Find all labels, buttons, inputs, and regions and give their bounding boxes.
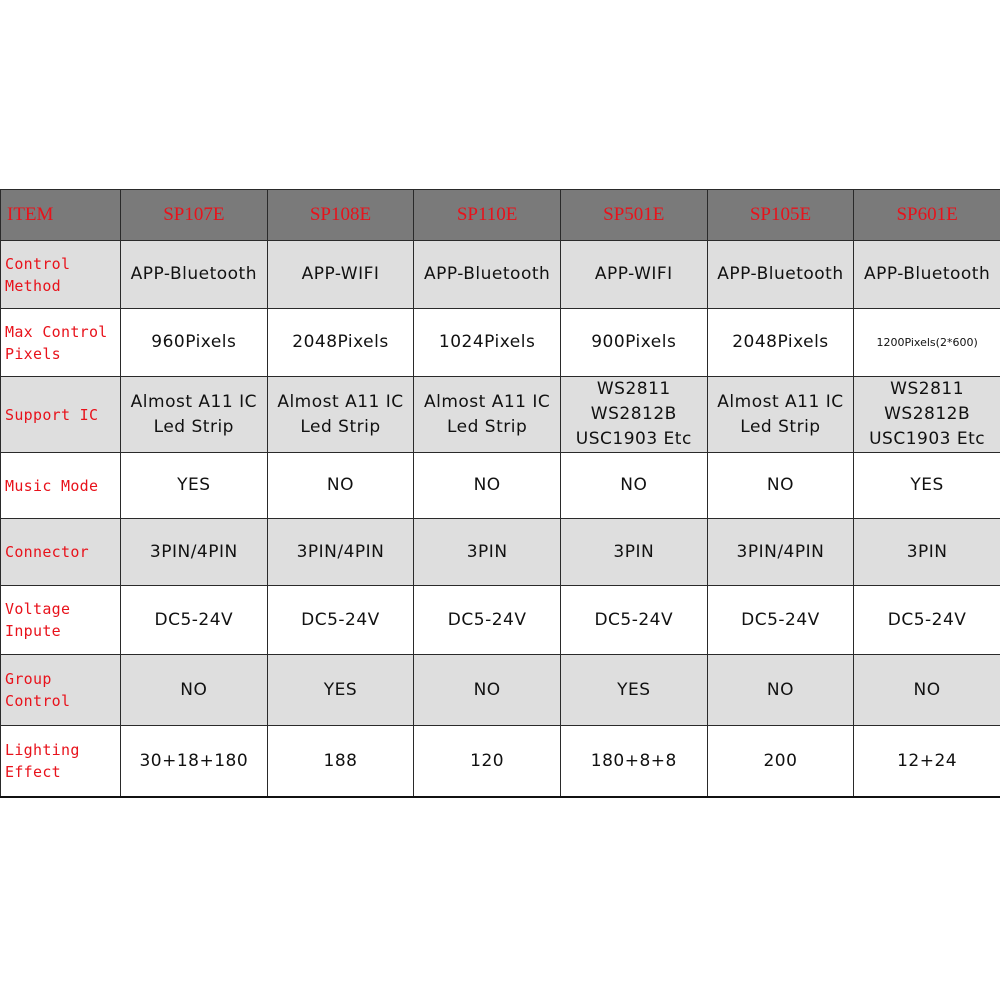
- table-cell: DC5-24V: [854, 586, 1000, 655]
- table-cell: Almost A11 IC Led Strip: [267, 377, 414, 453]
- table-cell: 120: [414, 726, 561, 798]
- table-cell: 960Pixels: [121, 309, 268, 377]
- table-cell: APP-Bluetooth: [121, 241, 268, 309]
- table-cell: 12+24: [854, 726, 1000, 798]
- row-label: Connector: [1, 519, 121, 586]
- row-control-method: [1, 241, 1000, 309]
- table-cell: 3PIN/4PIN: [121, 519, 268, 586]
- row-label: Music Mode: [1, 453, 121, 519]
- table-cell: 3PIN: [854, 519, 1000, 586]
- table-cell: 900Pixels: [560, 309, 707, 377]
- row-lighting-effect: [1, 726, 1000, 798]
- table-cell: 3PIN/4PIN: [707, 519, 854, 586]
- header-item: ITEM: [1, 190, 121, 241]
- table-cell: APP-Bluetooth: [854, 241, 1000, 309]
- row-label: Group Control: [1, 655, 121, 726]
- table-cell: NO: [267, 453, 414, 519]
- table-cell: YES: [267, 655, 414, 726]
- table-cell: 2048Pixels: [707, 309, 854, 377]
- header-model: SP501E: [560, 190, 707, 241]
- header-model: SP601E: [854, 190, 1000, 241]
- table-cell: Almost A11 IC Led Strip: [707, 377, 854, 453]
- row-music-mode: [1, 453, 1000, 519]
- table-cell: WS2811 WS2812B USC1903 Etc: [560, 377, 707, 453]
- table-cell: APP-WIFI: [267, 241, 414, 309]
- header-row: [1, 190, 1000, 241]
- row-max-control-pixels: [1, 309, 1000, 377]
- table-cell: NO: [414, 655, 561, 726]
- table-cell: 3PIN: [560, 519, 707, 586]
- table-cell: DC5-24V: [560, 586, 707, 655]
- table-cell: DC5-24V: [121, 586, 268, 655]
- header-model: SP107E: [121, 190, 268, 241]
- table-cell: DC5-24V: [414, 586, 561, 655]
- comparison-table-wrapper: [0, 189, 1000, 798]
- table-cell: NO: [121, 655, 268, 726]
- table-cell: APP-Bluetooth: [707, 241, 854, 309]
- table-cell: Almost A11 IC Led Strip: [121, 377, 268, 453]
- table-cell: APP-Bluetooth: [414, 241, 561, 309]
- table-cell: NO: [414, 453, 561, 519]
- table-cell: 30+18+180: [121, 726, 268, 798]
- table-cell: DC5-24V: [267, 586, 414, 655]
- table-cell: DC5-24V: [707, 586, 854, 655]
- table-cell: 1024Pixels: [414, 309, 561, 377]
- table-cell: 188: [267, 726, 414, 798]
- table-cell: NO: [707, 453, 854, 519]
- row-label: Lighting Effect: [1, 726, 121, 798]
- table-cell: WS2811 WS2812B USC1903 Etc: [854, 377, 1000, 453]
- table-cell: 1200Pixels(2*600): [854, 309, 1000, 377]
- table-cell: YES: [560, 655, 707, 726]
- table-cell: NO: [707, 655, 854, 726]
- controller-comparison-table: [0, 189, 1000, 798]
- row-group-control: [1, 655, 1000, 726]
- table-cell: YES: [854, 453, 1000, 519]
- table-cell: 3PIN: [414, 519, 561, 586]
- table-cell: Almost A11 IC Led Strip: [414, 377, 561, 453]
- row-label: Voltage Inpute: [1, 586, 121, 655]
- table-cell: APP-WIFI: [560, 241, 707, 309]
- row-connector: [1, 519, 1000, 586]
- table-cell: NO: [560, 453, 707, 519]
- table-cell: 180+8+8: [560, 726, 707, 798]
- row-voltage-input: [1, 586, 1000, 655]
- row-support-ic: [1, 377, 1000, 453]
- table-cell: NO: [854, 655, 1000, 726]
- row-label: Support IC: [1, 377, 121, 453]
- header-model: SP110E: [414, 190, 561, 241]
- table-cell: 3PIN/4PIN: [267, 519, 414, 586]
- header-model: SP105E: [707, 190, 854, 241]
- table-cell: YES: [121, 453, 268, 519]
- table-cell: 2048Pixels: [267, 309, 414, 377]
- header-model: SP108E: [267, 190, 414, 241]
- table-cell: 200: [707, 726, 854, 798]
- row-label: Control Method: [1, 241, 121, 309]
- row-label: Max Control Pixels: [1, 309, 121, 377]
